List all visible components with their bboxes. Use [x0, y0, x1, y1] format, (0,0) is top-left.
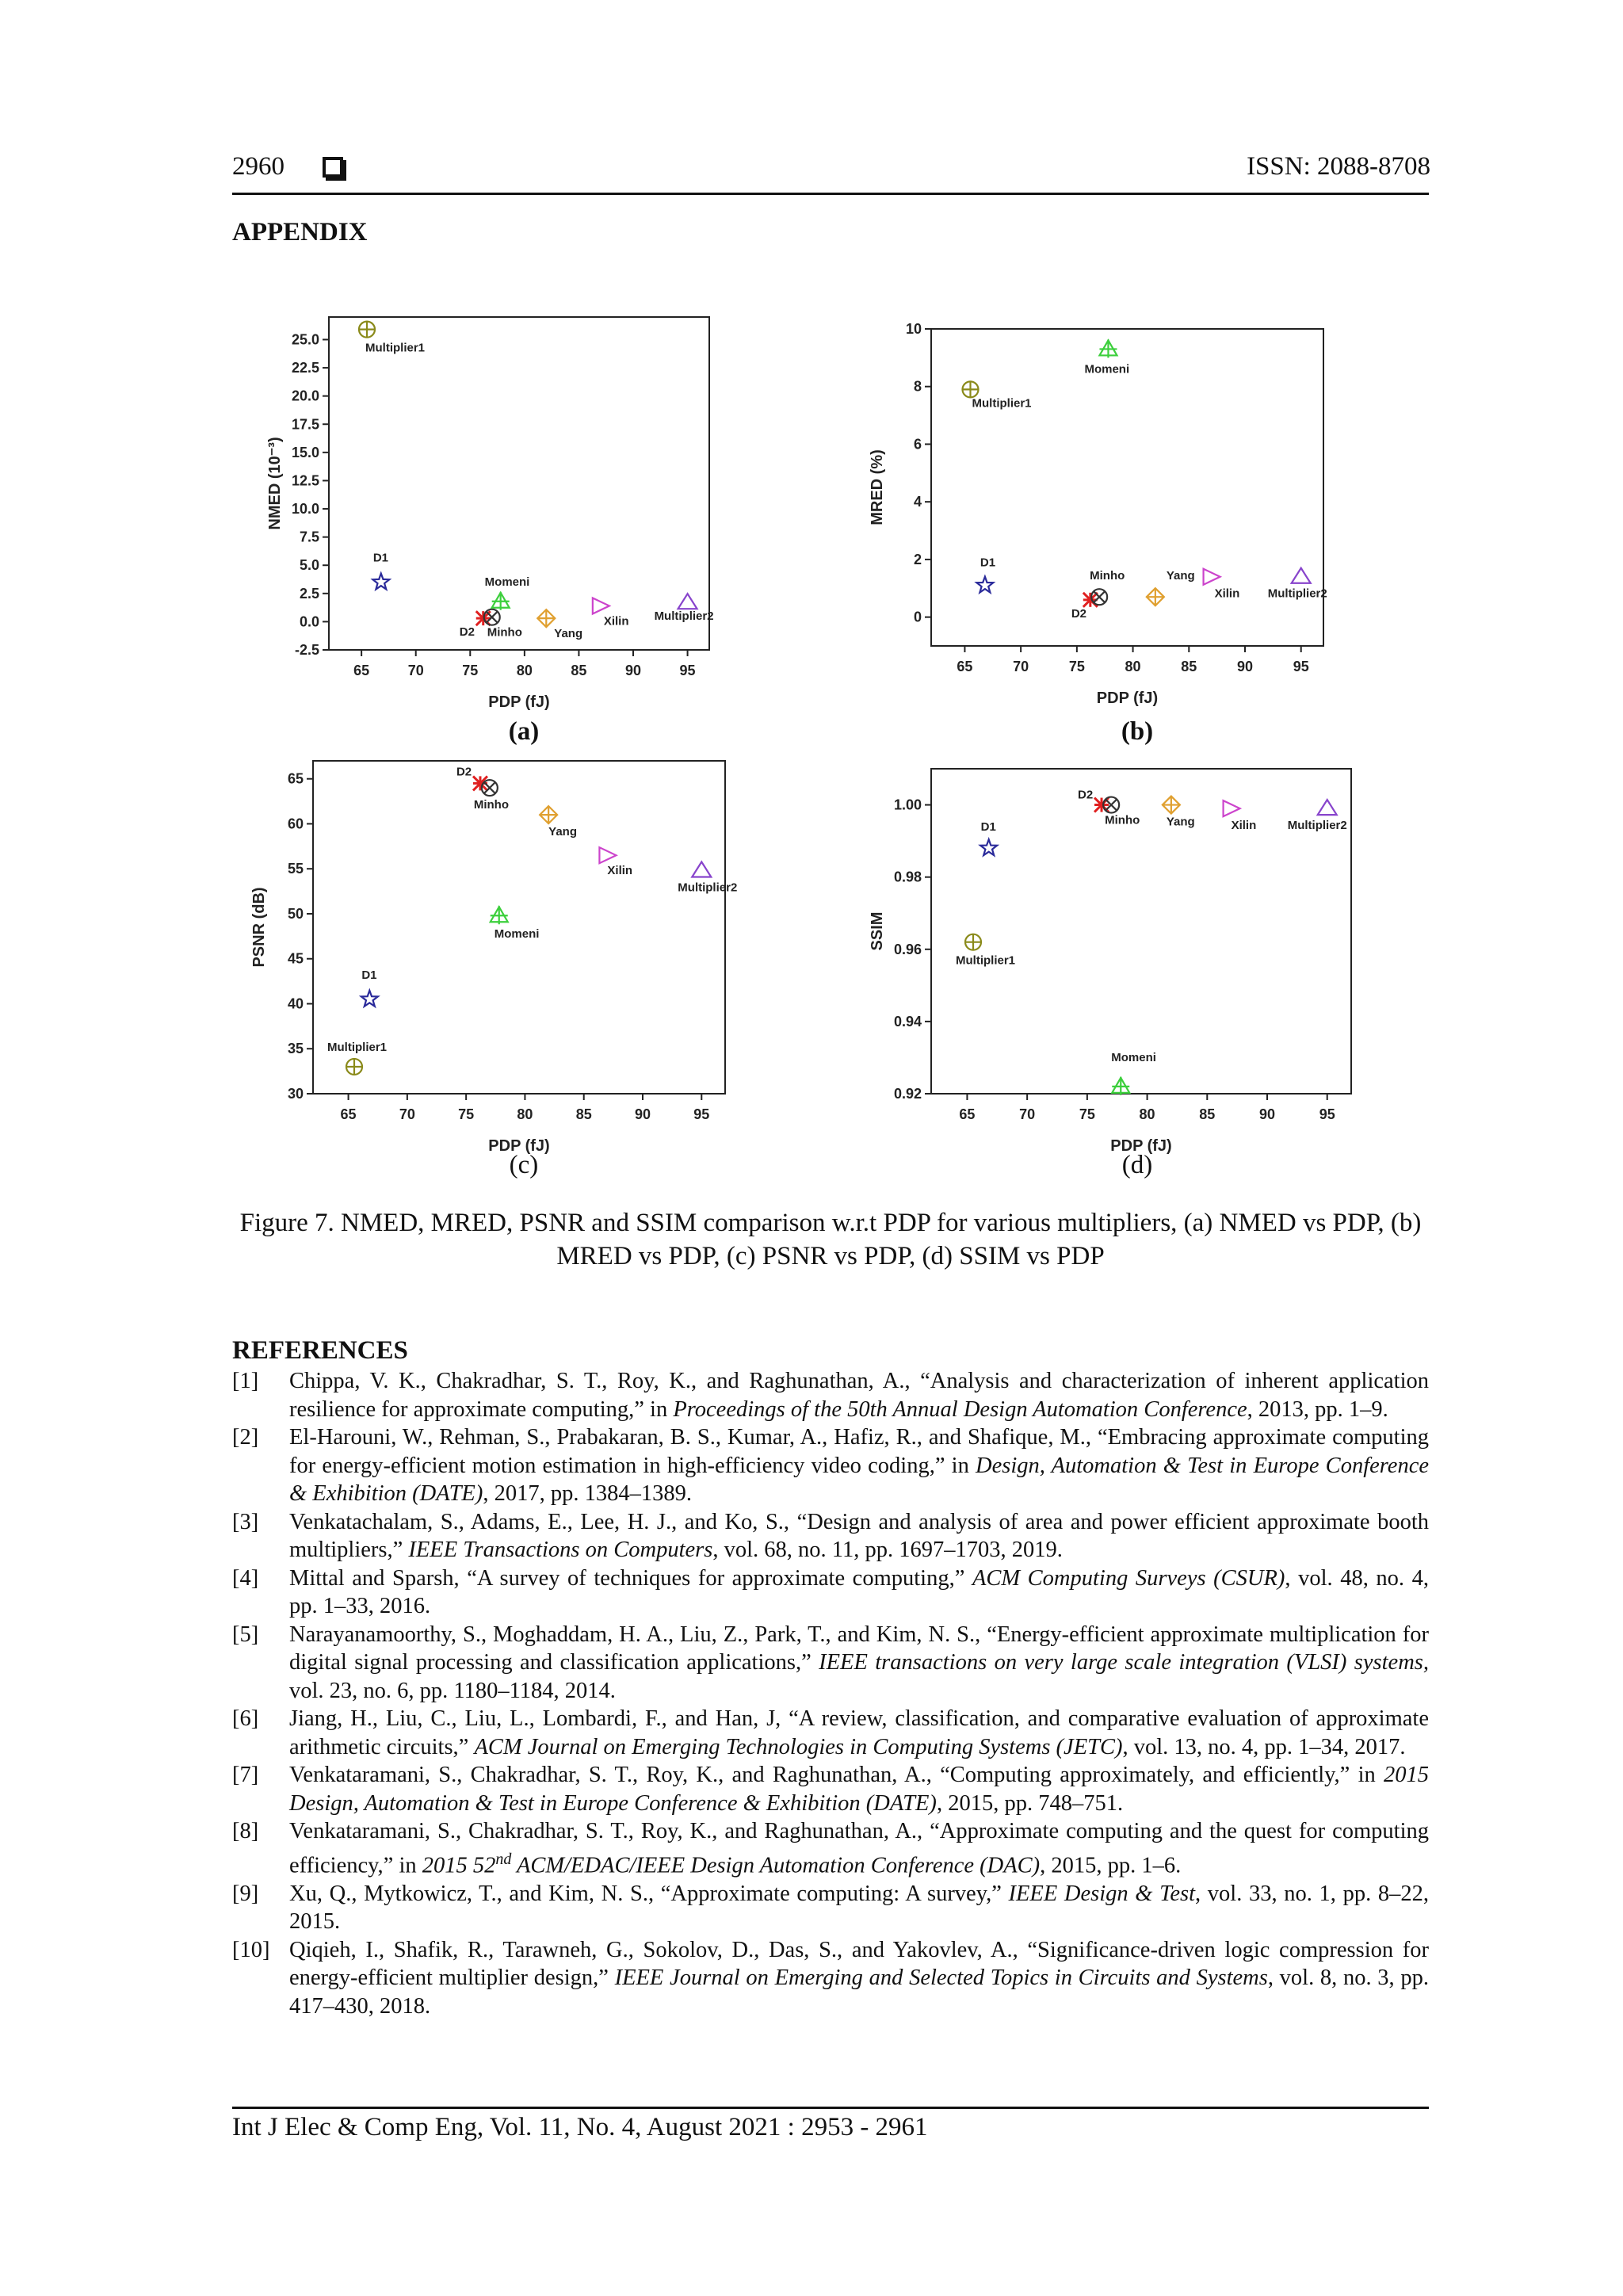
- figure-caption: Figure 7. NMED, MRED, PSNR and SSIM comparison w.r.t PDP for various multipliers, (a) NMED vs PDP, (b) MRED vs PDP, (c) PSNR vs PDP, (d) SSIM vs PDP: [239, 1209, 1422, 1270]
- reference-number: [9]: [232, 1881, 259, 1906]
- reference-text: El-Harouni, W., Rehman, S., Prabakaran, B. S., Kumar, A., Hafiz, R., and Shafique, M., “Embracing approximate computing for energy-efficient motion estimation in high-efficiency video coding,” in Design, Automation & Test in Europe Conference & Exhibition (DATE), 2017, pp. 1384–1389.: [289, 1425, 1429, 1506]
- panel-label-b: (b): [1121, 717, 1154, 746]
- x-tick-label: 70: [1019, 1106, 1036, 1122]
- y-tick-label: 55: [287, 861, 304, 877]
- point-label: Multiplier2: [1287, 819, 1347, 833]
- point-label: Multiplier2: [1267, 586, 1327, 601]
- point-label: D1: [372, 551, 389, 565]
- x-tick-label: 65: [957, 659, 973, 674]
- reference-item: [232, 1508, 1429, 1564]
- y-tick-label: 10.0: [291, 501, 319, 518]
- y-tick-label: 0.94: [893, 1013, 922, 1030]
- reference-text: Venkataramani, S., Chakradhar, S. T., Roy, K., and Raghunathan, A., “Approximate computing and the quest for computing efficiency,” in 2015 52nd ACM/EDAC/IEEE Design Automation Conference (DAC), 2015, pp. 1–6.: [289, 1819, 1429, 1878]
- reference-number: [4]: [232, 1565, 259, 1591]
- x-tick-label: 80: [517, 1106, 533, 1122]
- reference-item: [232, 1761, 1429, 1817]
- point-label: Multiplier1: [972, 396, 1032, 411]
- x-tick-label: 80: [1139, 1106, 1155, 1122]
- point-label: D2: [1071, 606, 1087, 621]
- header-rule: [232, 193, 1429, 195]
- footer-rule: [232, 2107, 1429, 2109]
- x-tick-label: 75: [1068, 659, 1085, 674]
- point-label: Multiplier1: [327, 1040, 388, 1054]
- reference-number: [5]: [232, 1622, 259, 1647]
- reference-text: Chippa, V. K., Chakradhar, S. T., Roy, K., and Raghunathan, A., “Analysis and characterization of inherent application resilience for approximate computing,” in Proceedings of the 50th Annual Design Automation Conference, 2013, pp. 1–9.: [289, 1369, 1429, 1422]
- reference-number: [8]: [232, 1819, 259, 1843]
- point-label: Minho: [487, 625, 522, 640]
- point-label: D1: [361, 968, 377, 982]
- x-tick-label: 75: [1079, 1106, 1095, 1122]
- reference-item: [232, 1705, 1429, 1761]
- data-point: [359, 322, 375, 338]
- point-label: Multiplier2: [678, 881, 738, 895]
- reference-item: [232, 1880, 1429, 1936]
- y-tick-label: 45: [287, 950, 304, 967]
- panel-label-c: (c): [509, 1151, 539, 1179]
- reference-number: [1]: [232, 1369, 259, 1393]
- point-label: Xilin: [1214, 586, 1240, 601]
- x-tick-label: 65: [353, 663, 370, 678]
- y-axis-label: PSNR (dB): [250, 887, 268, 968]
- data-point: [963, 381, 979, 397]
- issn: ISSN: 2088-8708: [1247, 152, 1430, 181]
- reference-text: Qiqieh, I., Shafik, R., Tarawneh, G., Sokolov, D., Das, S., and Yakovlev, A., “Significance-driven logic compression for energy-efficient multiplier design,” IEEE Journal on Emerging and Selected Topics in Circuits and Systems, vol. 8, no. 3, pp. 417–430, 2018.: [289, 1937, 1430, 2019]
- point-label: Yang: [1166, 569, 1195, 583]
- x-tick-label: 95: [679, 663, 696, 678]
- point-label: D1: [980, 820, 996, 835]
- page-number: 2960: [232, 152, 285, 181]
- y-tick-label: 12.5: [291, 472, 319, 489]
- y-tick-label: 5.0: [299, 557, 319, 574]
- data-point: [965, 934, 981, 950]
- x-axis-label: PDP (fJ): [1096, 690, 1159, 707]
- reference-text: Venkataramani, S., Chakradhar, S. T., Roy, K., and Raghunathan, A., “Computing approximately, and efficiently,” in 2015 Design, Automation & Test in Europe Conference & Exhibition (DATE), 2015, pp. 748–751.: [289, 1763, 1429, 1816]
- y-tick-label: 15.0: [291, 444, 319, 460]
- reference-number: [7]: [232, 1763, 259, 1787]
- y-tick-label: 40: [287, 995, 304, 1012]
- x-axis-label: PDP (fJ): [488, 1137, 550, 1155]
- y-tick-label: 50: [287, 905, 304, 922]
- data-point: [346, 1059, 362, 1075]
- x-tick-label: 85: [1199, 1106, 1216, 1122]
- y-tick-label: 25.0: [291, 331, 319, 348]
- reference-text: Jiang, H., Liu, C., Liu, L., Lombardi, F., and Han, J, “A review, classification, and comparative evaluation of approximate arithmetic circuits,” ACM Journal on Emerging Technologies in Computing Systems (JETC), vol. 13, no. 4, pp. 1–34, 2017.: [289, 1706, 1429, 1759]
- x-axis-label: PDP (fJ): [1110, 1137, 1172, 1155]
- chart-b: [868, 313, 1407, 709]
- chart-c: [250, 745, 792, 1155]
- checkbox-square-icon: [323, 157, 343, 178]
- point-label: Yang: [548, 825, 578, 839]
- x-tick-label: 85: [571, 663, 587, 678]
- y-tick-label: 2: [913, 551, 922, 567]
- y-tick-label: 1.00: [893, 797, 922, 813]
- y-tick-label: 6: [913, 436, 922, 453]
- point-label: D1: [980, 556, 996, 570]
- y-tick-label: 0: [913, 609, 922, 625]
- y-tick-label: 10: [905, 321, 922, 337]
- reference-item: [232, 1367, 1429, 1423]
- point-label: Multiplier1: [365, 341, 426, 355]
- point-label: Minho: [1105, 813, 1140, 827]
- references-heading: REFERENCES: [232, 1336, 408, 1365]
- x-tick-label: 70: [1013, 659, 1029, 674]
- reference-number: [2]: [232, 1425, 259, 1450]
- x-tick-label: 65: [959, 1106, 976, 1122]
- reference-item: [232, 1817, 1429, 1880]
- reference-number: [3]: [232, 1509, 259, 1534]
- point-label: Minho: [1090, 569, 1125, 583]
- x-tick-label: 75: [462, 663, 479, 678]
- plot-frame: [931, 769, 1351, 1094]
- point-label: Minho: [473, 798, 510, 812]
- point-label: Yang: [1166, 815, 1195, 829]
- x-tick-label: 70: [399, 1106, 415, 1122]
- point-label: Momeni: [1084, 362, 1130, 376]
- reference-text: Narayanamoorthy, S., Moghaddam, H. A., Liu, Z., Park, T., and Kim, N. S., “Energy-efficient approximate multiplication for digital signal processing and classification applications,” IEEE transactions on very large scale integration (VLSI) systems, vol. 23, no. 6, pp. 1180–1184, 2014.: [289, 1622, 1429, 1703]
- y-tick-label: 65: [287, 770, 304, 787]
- point-label: Multiplier1: [956, 953, 1016, 968]
- point-label: Xilin: [1231, 819, 1257, 833]
- point-label: D2: [459, 625, 475, 640]
- x-tick-label: 90: [1258, 1106, 1276, 1122]
- y-tick-label: 0.92: [893, 1086, 922, 1102]
- y-tick-label: 30: [287, 1086, 304, 1102]
- point-label: Momeni: [494, 927, 540, 942]
- x-tick-label: 95: [1319, 1106, 1335, 1122]
- x-axis-label: PDP (fJ): [488, 693, 550, 711]
- y-tick-label: 2.5: [299, 585, 319, 602]
- chart-d: [868, 753, 1407, 1155]
- x-tick-label: 85: [1181, 659, 1197, 674]
- y-axis-label: MRED (%): [869, 449, 886, 525]
- x-tick-label: 95: [693, 1106, 710, 1122]
- x-tick-label: 70: [407, 663, 424, 678]
- y-tick-label: -2.5: [294, 642, 319, 658]
- reference-number: [6]: [232, 1706, 259, 1731]
- x-tick-label: 80: [516, 663, 533, 678]
- point-label: Momeni: [1111, 1050, 1156, 1064]
- point-label: D2: [456, 765, 472, 779]
- reference-item: [232, 1564, 1429, 1621]
- y-tick-label: 4: [913, 494, 922, 510]
- y-tick-label: 17.5: [291, 416, 319, 433]
- reference-item: [232, 1621, 1429, 1706]
- y-tick-label: 0.96: [893, 941, 922, 957]
- plot-frame: [931, 329, 1323, 646]
- references-list: [232, 1367, 1429, 2020]
- section-heading: APPENDIX: [232, 218, 368, 246]
- x-tick-label: 75: [458, 1106, 475, 1122]
- chart-a: [254, 301, 792, 713]
- y-tick-label: 8: [913, 378, 922, 395]
- point-label: Multiplier2: [654, 609, 714, 624]
- point-label: Xilin: [607, 864, 633, 878]
- y-tick-label: 0.0: [299, 613, 319, 630]
- point-label: Momeni: [484, 575, 530, 589]
- y-tick-label: 7.5: [299, 529, 319, 545]
- reference-text: Venkatachalam, S., Adams, E., Lee, H. J., and Ko, S., “Design and analysis of area and power efficient approximate booth multipliers,” IEEE Transactions on Computers, vol. 68, no. 11, pp. 1697–1703, 2019.: [289, 1509, 1429, 1562]
- x-tick-label: 90: [624, 663, 642, 678]
- point-label: Xilin: [603, 614, 629, 628]
- x-tick-label: 80: [1125, 659, 1141, 674]
- y-tick-label: 20.0: [291, 388, 319, 404]
- reference-item: [232, 1936, 1429, 2021]
- x-tick-label: 90: [634, 1106, 651, 1122]
- x-tick-label: 95: [1293, 659, 1309, 674]
- x-tick-label: 65: [340, 1106, 357, 1122]
- y-tick-label: 22.5: [291, 360, 319, 376]
- reference-text: Mittal and Sparsh, “A survey of techniques for approximate computing,” ACM Computing Surveys (CSUR), vol. 48, no. 4, pp. 1–33, 2016.: [289, 1565, 1430, 1618]
- point-label: Yang: [554, 627, 583, 641]
- panel-label-d: (d): [1121, 1151, 1153, 1179]
- y-tick-label: 35: [287, 1041, 304, 1057]
- y-tick-label: 60: [287, 816, 304, 832]
- reference-item: [232, 1423, 1429, 1508]
- y-axis-label: SSIM: [869, 911, 886, 951]
- plot-frame: [329, 317, 709, 650]
- point-label: D2: [1078, 788, 1094, 802]
- y-tick-label: 0.98: [893, 869, 922, 885]
- panel-label-a: (a): [508, 717, 540, 746]
- x-tick-label: 90: [1236, 659, 1254, 674]
- reference-text: Xu, Q., Mytkowicz, T., and Kim, N. S., “Approximate computing: A survey,” IEEE Design & Test, vol. 33, no. 1, pp. 8–22, 2015.: [289, 1881, 1429, 1934]
- y-axis-label: NMED (10⁻³): [266, 437, 284, 530]
- footer-citation: Int J Elec & Comp Eng, Vol. 11, No. 4, August 2021 : 2953 - 2961: [232, 2113, 928, 2141]
- reference-number: [10]: [232, 1937, 270, 1962]
- x-tick-label: 85: [575, 1106, 592, 1122]
